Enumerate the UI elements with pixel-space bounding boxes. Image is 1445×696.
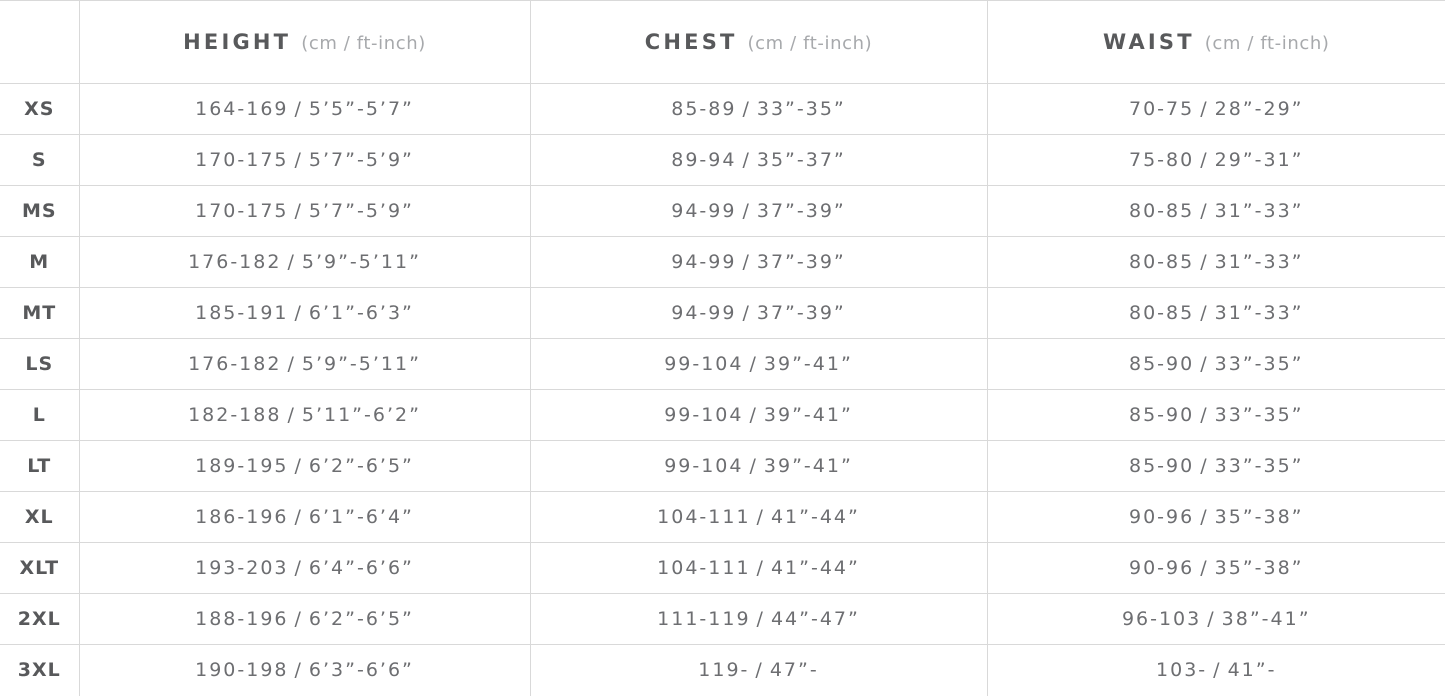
waist-in: 28”-29” (1214, 98, 1304, 120)
height-in: 6’2”-6’5” (308, 608, 414, 630)
cell-chest (530, 594, 987, 645)
cell-size: XLT (0, 543, 79, 594)
separator: / (1207, 608, 1216, 630)
cell-height (79, 594, 530, 645)
waist-in: 31”-33” (1214, 302, 1304, 324)
separator: / (742, 98, 751, 120)
cell-size: LT (0, 441, 79, 492)
separator: / (756, 608, 765, 630)
chest-cm: 94-99 (671, 302, 737, 324)
cell-chest (530, 492, 987, 543)
waist-in: 35”-38” (1214, 506, 1304, 528)
cell-height (79, 288, 530, 339)
separator: / (287, 251, 296, 273)
separator: / (1200, 404, 1209, 426)
height-cm: 170-175 (195, 149, 289, 171)
cell-size: 2XL (0, 594, 79, 645)
table-row (0, 645, 1445, 696)
cell-height (79, 645, 530, 696)
chest-in: 37”-39” (756, 251, 846, 273)
separator: / (294, 506, 303, 528)
height-in: 5’11”-6’2” (301, 404, 421, 426)
height-in: 6’2”-6’5” (308, 455, 414, 477)
height-cm: 182-188 (188, 404, 282, 426)
height-cm: 188-196 (195, 608, 289, 630)
header-waist-label: WAIST (1103, 30, 1195, 54)
chest-in: 39”-41” (763, 404, 853, 426)
waist-cm: 85-90 (1128, 455, 1195, 477)
separator: / (294, 455, 303, 477)
table-row (0, 594, 1445, 645)
cell-chest (530, 645, 987, 696)
separator: / (1200, 98, 1209, 120)
separator: / (294, 557, 303, 579)
chest-cm: 99-104 (664, 455, 744, 477)
table-row (0, 339, 1445, 390)
height-cm: 176-182 (188, 251, 282, 273)
table-row (0, 237, 1445, 288)
waist-cm: 85-90 (1128, 404, 1195, 426)
table-row (0, 84, 1445, 135)
separator: / (1200, 200, 1209, 222)
cell-waist (987, 84, 1445, 135)
separator: / (294, 302, 303, 324)
height-cm: 186-196 (195, 506, 289, 528)
waist-in: 29”-31” (1214, 149, 1304, 171)
cell-height (79, 441, 530, 492)
chest-cm: 104-111 (657, 557, 751, 579)
height-in: 6’3”-6’6” (308, 659, 414, 682)
cell-chest (530, 135, 987, 186)
separator: / (749, 404, 758, 426)
height-cm: 176-182 (188, 353, 282, 375)
chest-cm: 94-99 (671, 251, 737, 273)
waist-in: 35”-38” (1214, 557, 1304, 579)
cell-chest (530, 186, 987, 237)
cell-waist (987, 645, 1445, 696)
cell-size: M (0, 237, 79, 288)
chest-in: 37”-39” (756, 302, 846, 324)
height-in: 6’1”-6’4” (308, 506, 414, 528)
chest-in: 44”-47” (770, 608, 860, 630)
chest-cm: 99-104 (664, 353, 744, 375)
waist-cm: 80-85 (1128, 251, 1195, 273)
chest-in: 41”-44” (770, 506, 860, 528)
header-cell-chest (530, 1, 987, 84)
separator: / (294, 98, 303, 120)
waist-in: 33”-35” (1214, 404, 1304, 426)
waist-cm: 70-75 (1128, 98, 1195, 120)
cell-size: L (0, 390, 79, 441)
height-cm: 189-195 (195, 455, 289, 477)
cell-size: LS (0, 339, 79, 390)
separator: / (1200, 353, 1209, 375)
separator: / (287, 353, 296, 375)
separator: / (1200, 149, 1209, 171)
header-waist-units: (cm / ft-inch) (1204, 33, 1330, 54)
cell-waist (987, 288, 1445, 339)
cell-chest (530, 84, 987, 135)
table-row (0, 135, 1445, 186)
chest-in: 39”-41” (763, 353, 853, 375)
cell-chest (530, 339, 987, 390)
cell-height (79, 543, 530, 594)
cell-height (79, 135, 530, 186)
cell-height (79, 237, 530, 288)
waist-in: 31”-33” (1214, 200, 1304, 222)
header-chest-label: CHEST (644, 30, 738, 54)
waist-in: 31”-33” (1214, 251, 1304, 273)
cell-size: XL (0, 492, 79, 543)
separator: / (294, 659, 303, 682)
table-row (0, 186, 1445, 237)
separator: / (749, 455, 758, 477)
header-cell-height (79, 1, 530, 84)
chest-in: 33”-35” (756, 98, 846, 120)
cell-height (79, 186, 530, 237)
chest-cm: 94-99 (671, 200, 737, 222)
height-cm: 164-169 (195, 98, 289, 120)
waist-cm: 80-85 (1128, 302, 1195, 324)
cell-size: MS (0, 186, 79, 237)
separator: / (1200, 506, 1209, 528)
chest-cm: 119- (698, 659, 750, 682)
separator: / (1200, 302, 1209, 324)
chest-cm: 85-89 (671, 98, 737, 120)
waist-cm: 80-85 (1128, 200, 1195, 222)
separator: / (742, 149, 751, 171)
separator: / (294, 608, 303, 630)
height-in: 6’4”-6’6” (308, 557, 414, 579)
table-row (0, 492, 1445, 543)
cell-size: S (0, 135, 79, 186)
height-in: 5’5”-5’7” (308, 98, 414, 120)
waist-cm: 85-90 (1128, 353, 1195, 375)
separator: / (756, 557, 765, 579)
header-cell-waist (987, 1, 1445, 84)
cell-waist (987, 441, 1445, 492)
cell-chest (530, 390, 987, 441)
table-row (0, 288, 1445, 339)
cell-waist (987, 237, 1445, 288)
cell-waist (987, 594, 1445, 645)
cell-waist (987, 543, 1445, 594)
cell-height (79, 339, 530, 390)
height-cm: 170-175 (195, 200, 289, 222)
cell-waist (987, 492, 1445, 543)
table-body (0, 84, 1445, 696)
chest-in: 35”-37” (756, 149, 846, 171)
header-cell-size (0, 1, 79, 84)
separator: / (1200, 251, 1209, 273)
waist-cm: 75-80 (1128, 149, 1195, 171)
waist-cm: 96-103 (1121, 608, 1202, 630)
height-cm: 193-203 (195, 557, 289, 579)
cell-height (79, 492, 530, 543)
waist-cm: 90-96 (1128, 557, 1195, 579)
cell-waist (987, 135, 1445, 186)
chest-cm: 99-104 (664, 404, 744, 426)
header-chest-units: (cm / ft-inch) (747, 33, 873, 54)
cell-size: XS (0, 84, 79, 135)
chest-in: 41”-44” (770, 557, 860, 579)
waist-cm: 103- (1156, 659, 1208, 682)
header-height-units: (cm / ft-inch) (301, 33, 426, 54)
height-in: 5’7”-5’9” (308, 149, 414, 171)
separator: / (742, 251, 751, 273)
cell-chest (530, 441, 987, 492)
height-cm: 190-198 (195, 659, 289, 682)
table-row (0, 390, 1445, 441)
height-cm: 185-191 (195, 302, 289, 324)
separator: / (749, 353, 758, 375)
height-in: 5’9”-5’11” (301, 353, 421, 375)
chest-in: 37”-39” (756, 200, 846, 222)
separator: / (1200, 557, 1209, 579)
cell-chest (530, 543, 987, 594)
chest-in: 39”-41” (763, 455, 853, 477)
cell-chest (530, 288, 987, 339)
header-group-chest (645, 30, 872, 54)
cell-waist (987, 186, 1445, 237)
cell-chest (530, 237, 987, 288)
cell-height (79, 390, 530, 441)
separator: / (755, 659, 764, 682)
chest-cm: 89-94 (671, 149, 737, 171)
cell-waist (987, 339, 1445, 390)
waist-cm: 90-96 (1128, 506, 1195, 528)
cell-size: 3XL (0, 645, 79, 696)
separator: / (1200, 455, 1209, 477)
waist-in: 38”-41” (1221, 608, 1311, 630)
header-group-height (183, 30, 426, 54)
chest-cm: 104-111 (657, 506, 751, 528)
table-row (0, 441, 1445, 492)
header-row (0, 1, 1445, 84)
separator: / (742, 302, 751, 324)
separator: / (294, 200, 303, 222)
separator: / (287, 404, 296, 426)
separator: / (756, 506, 765, 528)
waist-in: 33”-35” (1214, 455, 1304, 477)
chest-cm: 111-119 (657, 608, 751, 630)
cell-waist (987, 390, 1445, 441)
separator: / (1213, 659, 1222, 682)
height-in: 5’9”-5’11” (301, 251, 421, 273)
cell-height (79, 84, 530, 135)
height-in: 6’1”-6’3” (308, 302, 414, 324)
waist-in: 41”- (1227, 659, 1277, 682)
waist-in: 33”-35” (1214, 353, 1304, 375)
table-row (0, 543, 1445, 594)
table-header (0, 1, 1445, 84)
height-in: 5’7”-5’9” (308, 200, 414, 222)
separator: / (294, 149, 303, 171)
chest-in: 47”- (769, 659, 819, 682)
cell-size: MT (0, 288, 79, 339)
header-height-label: HEIGHT (183, 30, 292, 54)
header-group-waist (1103, 30, 1329, 54)
separator: / (742, 200, 751, 222)
